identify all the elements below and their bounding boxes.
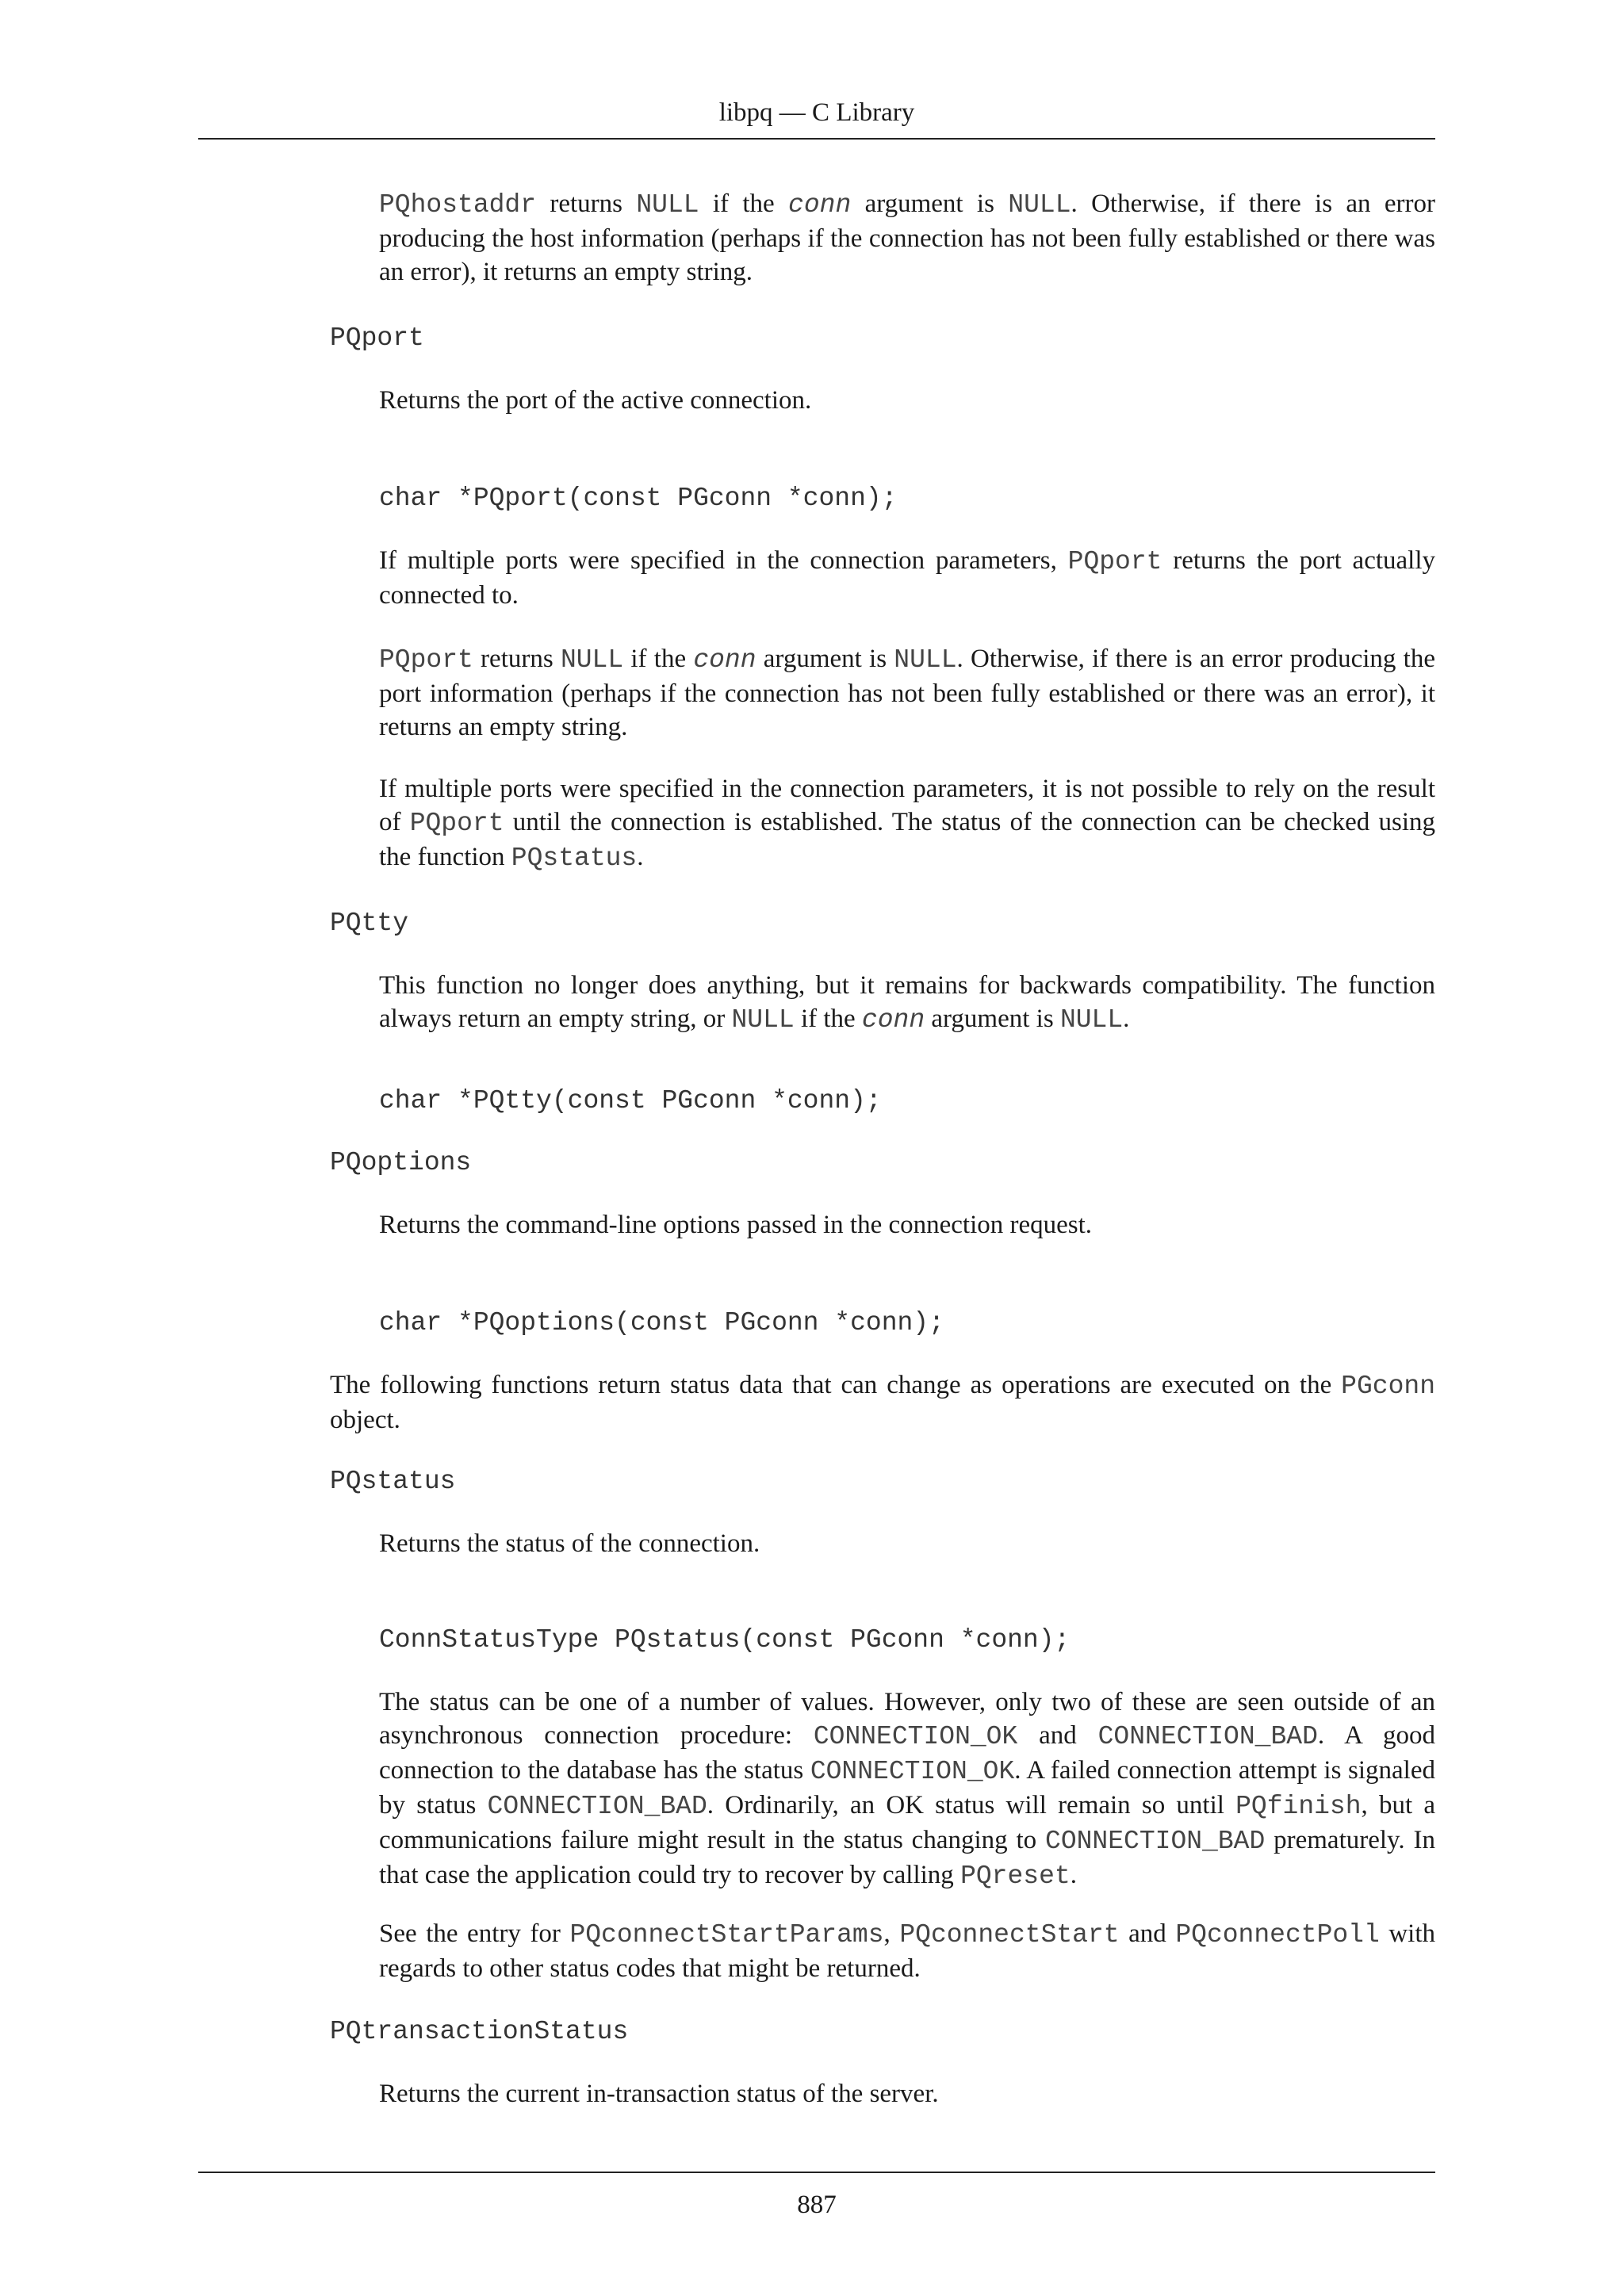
pqtty-synopsis: char *PQtty(const PGconn *conn); [379,1086,882,1115]
term-pqport: PQport [330,323,424,353]
pqport-multiple-ports-paragraph: If multiple ports were specified in the connection parameters, PQport returns the port actually connected to. [379,546,1435,610]
pqtty-description: This function no longer does anything, but it remains for backwards compatibility. The function always return an empty string, or NULL if the conn argument is NULL. [379,971,1435,1035]
pqoptions-description: Returns the command-line options passed in the connection request. [379,1211,1093,1239]
pqstatus-description: Returns the status of the connection. [379,1529,760,1558]
pqport-description: Returns the port of the active connection. [379,386,812,415]
term-pqstatus: PQstatus [330,1467,456,1496]
pqhostaddr-return-paragraph: PQhostaddr returns NULL if the conn argument is NULL. Otherwise, if there is an error producing the host information (perhaps if the connection has not been fully established or there was an error), it returns an empty string. [379,189,1435,286]
term-pqtty: PQtty [330,909,409,938]
running-header [198,92,1435,140]
pqtransactionstatus-description: Returns the current in-transaction status of the server. [379,2080,939,2108]
term-pqtransactionstatus: PQtransactionStatus [330,2017,629,2046]
term-pqoptions: PQoptions [330,1148,472,1177]
status-functions-intro: The following functions return status data that can change as operations are executed on the PGconn object. [330,1371,1435,1434]
header-title: libpq — C Library [718,98,915,127]
pqport-synopsis: char *PQport(const PGconn *conn); [379,484,898,513]
pqstatus-values-paragraph: The status can be one of a number of values. However, only two of these are seen outside of an asynchronous connection procedure: CONNECTION_OK and CONNECTION_BAD. A good connection to the database has the status CONNECTION_OK. A failed connection attempt is signaled by status CONNECTION_BAD. Ordinarily, an OK status will remain so until PQfinish, but a communications failure might result in the status changing to CONNECTION_BAD prematurely. In that case the application could try to recover by calling PQreset. [379,1688,1435,1891]
pqport-return-paragraph: PQport returns NULL if the conn argument is NULL. Otherwise, if there is an error producing the port information (perhaps if the connection has not been fully established or there was an error), it returns an empty string. [379,645,1435,741]
pqport-status-paragraph: If multiple ports were specified in the connection parameters, it is not possible to rely on the result of PQport until the connection is established. The status of the connection can be checked using the function PQstatus. [379,775,1435,873]
pqoptions-synopsis: char *PQoptions(const PGconn *conn); [379,1308,944,1337]
page-footer [198,2172,1435,2220]
pqstatus-see-also-paragraph: See the entry for PQconnectStartParams, PQconnectStart and PQconnectPoll with regards to other status codes that might be returned. [379,1919,1436,1983]
page-number: 887 [797,2191,837,2219]
pqstatus-synopsis: ConnStatusType PQstatus(const PGconn *conn); [379,1625,1071,1655]
